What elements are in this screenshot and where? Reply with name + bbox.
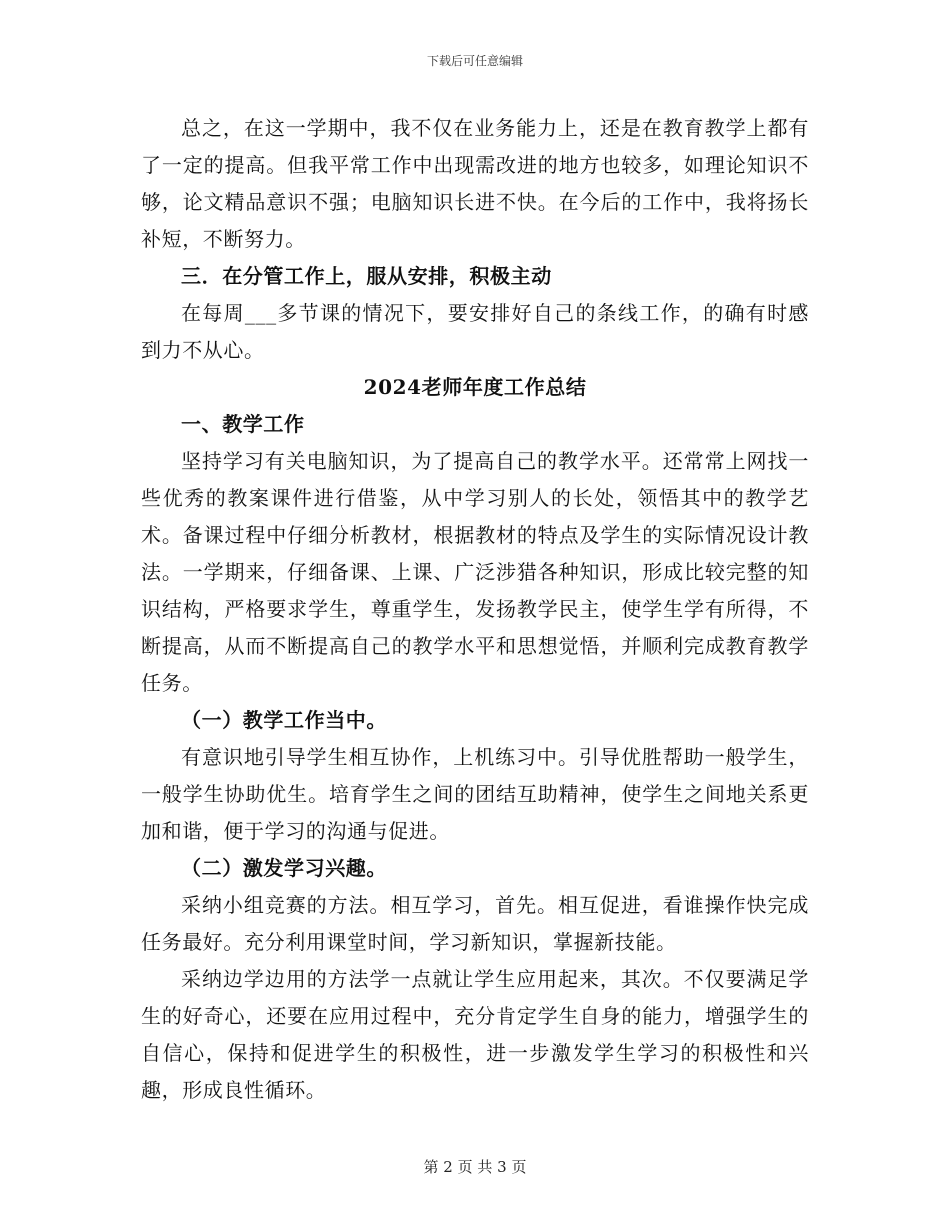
paragraph-teaching: 坚持学习有关电脑知识，为了提高自己的教学水平。还常常上网找一些优秀的教案课件进行借鉴，从中学习别人的长处，领悟其中的教学艺术。备课过程中仔细分析教材，根据教材的特点及学生的实际情况设计教法。一学期来，仔细备课、上课、广泛涉猎各种知识，形成比较完整的知识结构，严格要求学生，尊重学生，发扬教学民主，使学生学有所得，不断提高，从而不断提高自己的教学水平和思想觉悟，并顺利完成教育教学任务。 <box>141 449 809 695</box>
paragraph-competition: 采纳小组竞赛的方法。相互学习，首先。相互促进，看谁操作快完成任务最好。充分利用课堂时间，学习新知识，掌握新技能。 <box>141 893 809 954</box>
page-footer: 第 2 页 共 3 页 <box>423 1158 527 1176</box>
page-header: 下载后可任意编辑 <box>426 54 523 68</box>
document-title: 2024老师年度工作总结 <box>363 375 587 399</box>
paragraph-cooperation: 有意识地引导学生相互协作，上机练习中。引导优胜帮助一般学生，一般学生协助优生。培育学生之间的团结互助精神，使学生之间地关系更加和谐，便于学习的沟通与促进。 <box>141 745 809 843</box>
section-heading-1: 一、教学工作 <box>181 412 305 436</box>
document-body <box>141 110 809 1109</box>
subsection-heading-2: （二）激发学习兴趣。 <box>181 856 387 880</box>
section-heading-3: 三．在分管工作上，服从安排，积极主动 <box>181 264 552 288</box>
paragraph-learn-by-doing: 采纳边学边用的方法学一点就让学生应用起来，其次。不仅要满足学生的好奇心，还要在应用过程中，充分肯定学生自身的能力，增强学生的自信心，保持和促进学生的积极性，进一步激发学生学习的积极性和兴趣，形成良性循环。 <box>141 967 809 1102</box>
subsection-heading-1: （一）教学工作当中。 <box>181 708 387 732</box>
paragraph-summary: 总之，在这一学期中，我不仅在业务能力上，还是在教育教学上都有了一定的提高。但我平常工作中出现需改进的地方也较多，如理论知识不够，论文精品意识不强；电脑知识长进不快。在今后的工作中，我将扬长补短，不断努力。 <box>141 116 809 251</box>
paragraph-workload: 在每周___多节课的情况下，要安排好自己的条线工作，的确有时感到力不从心。 <box>141 301 809 362</box>
